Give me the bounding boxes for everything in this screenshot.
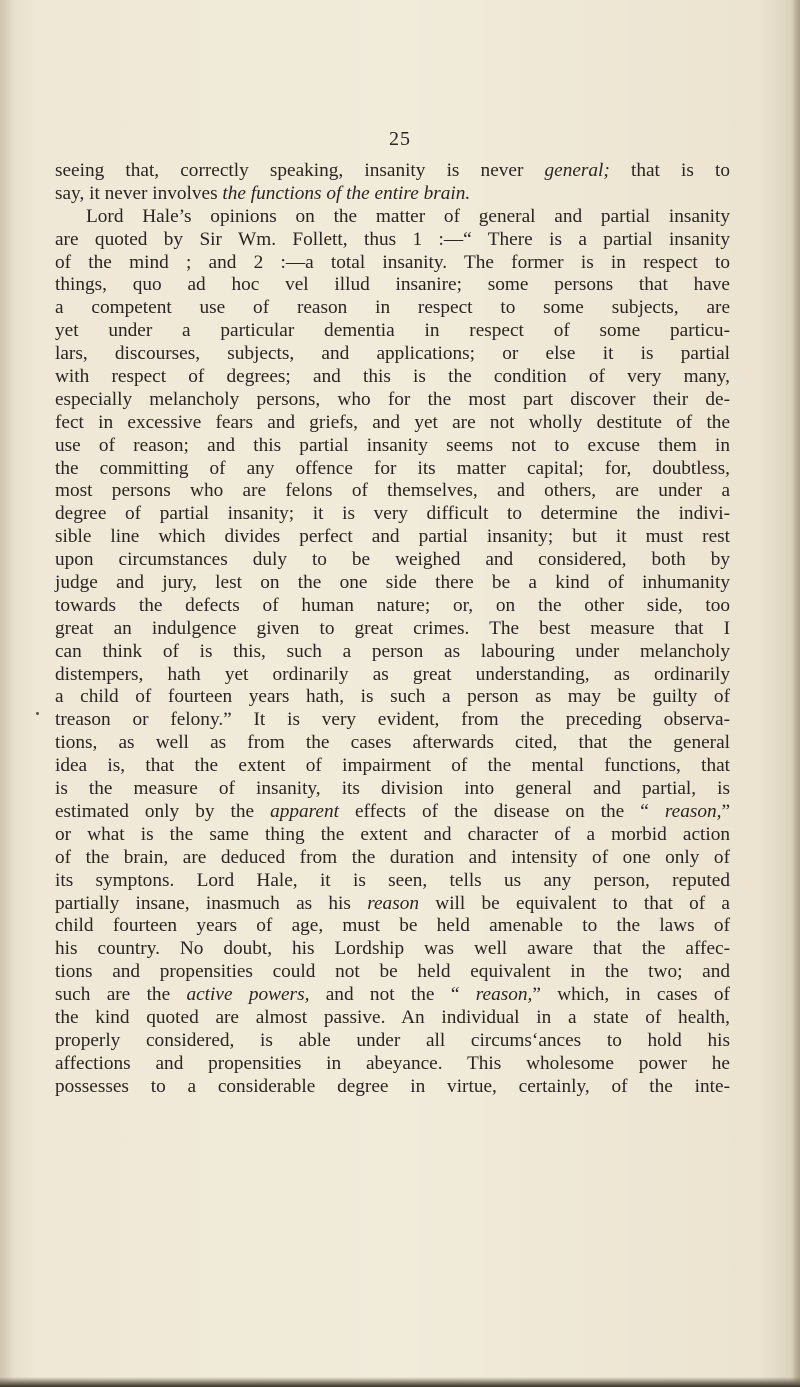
text-line: seeing that, correctly speaking, insanity is never general; that is to [55, 160, 731, 181]
text-line: yet under a particular dementia in respect of some particu- [55, 320, 730, 342]
text-line: possesses to a considerable degree in virtue, certainly, of the inte- [55, 1075, 730, 1097]
text-line: or what is the same thing the extent and character of a morbid action [55, 823, 730, 845]
text-line: of the mind ; and 2 :—a total insanity. The former is in respect to [55, 251, 730, 273]
text-line: with respect of degrees; and this is the condition of very many, [55, 366, 730, 388]
page-edge [792, 0, 800, 1387]
text-line: degree of partial insanity; it is very difficult to determine the indivi- [55, 503, 730, 525]
text-line: upon circumstances duly to be weighed and considered, both by [55, 549, 730, 571]
text-line: distempers, hath yet ordinarily as great understanding, as ordinarily [55, 663, 730, 685]
page-bottom-edge [0, 1377, 800, 1387]
text-line: child fourteen years of age, must be held amenable to the laws of [55, 915, 730, 937]
text-line: is the measure of insanity, its division into general and partial, is [55, 778, 730, 800]
text-line: affections and propensities in abeyance. This wholesome power he [55, 1052, 730, 1074]
text-line: a child of fourteen years hath, is such a person as may be guilty of [55, 686, 730, 708]
text-line: a competent use of reason in respect to some subjects, are [55, 297, 730, 319]
text-line: sible line which divides perfect and partial insanity; but it must rest [55, 526, 730, 548]
body-text [55, 160, 730, 1099]
text-line: idea is, that the extent of impairment of the mental functions, that [55, 755, 730, 777]
text-line: fect in excessive fears and griefs, and yet are not wholly destitute of the [55, 411, 730, 433]
text-line: his country. No doubt, his Lordship was well aware that the affec- [55, 938, 730, 960]
text-line: lars, discourses, subjects, and applications; or else it is partial [55, 343, 730, 365]
text-line: estimated only by the apparent effects of the disease on the “ reason,” [55, 800, 730, 822]
text-line: most persons who are felons of themselves, and others, are under a [55, 480, 730, 502]
text-line: say, it never involves the functions of the entire brain. [55, 182, 471, 204]
gutter-shadow [0, 0, 14, 1387]
margin-mark [36, 712, 39, 715]
text-line: its symptons. Lord Hale, it is seen, tells us any person, reputed [55, 869, 730, 891]
text-line: especially melancholy persons, who for the most part discover their de- [55, 388, 730, 410]
text-line: such are the active powers, and not the “ reason,” which, in cases of [55, 984, 730, 1006]
page-number: 25 [389, 128, 411, 150]
text-line: properly considered, is able under all circums‘ances to hold his [55, 1029, 730, 1051]
text-line: things, quo ad hoc vel illud insanire; some persons that have [55, 274, 730, 296]
text-line: the committing of any offence for its matter capital; for, doubtless, [55, 457, 730, 479]
text-line: Lord Hale’s opinions on the matter of general and partial insanity [86, 205, 730, 227]
text-line: tions and propensities could not be held equivalent in the two; and [55, 961, 730, 983]
text-line: partially insane, inasmuch as his reason will be equivalent to that of a [55, 892, 730, 914]
text-line: towards the defects of human nature; or, on the other side, too [55, 594, 730, 616]
text-line: treason or felony.” It is very evident, from the preceding observa- [55, 709, 730, 731]
text-line: judge and jury, lest on the one side there be a kind of inhumanity [55, 572, 730, 594]
text-line: use of reason; and this partial insanity seems not to excuse them in [55, 434, 730, 456]
text-line: great an indulgence given to great crimes. The best measure that I [55, 617, 730, 639]
text-line: of the brain, are deduced from the duration and intensity of one only of [55, 846, 730, 868]
text-line: are quoted by Sir Wm. Follett, thus 1 :—“ There is a partial insanity [55, 228, 730, 250]
text-line: can think of is this, such a person as labouring under melancholy [55, 640, 730, 662]
text-line: the kind quoted are almost passive. An individual in a state of health, [55, 1006, 730, 1028]
text-line: tions, as well as from the cases afterwards cited, that the general [55, 732, 730, 754]
